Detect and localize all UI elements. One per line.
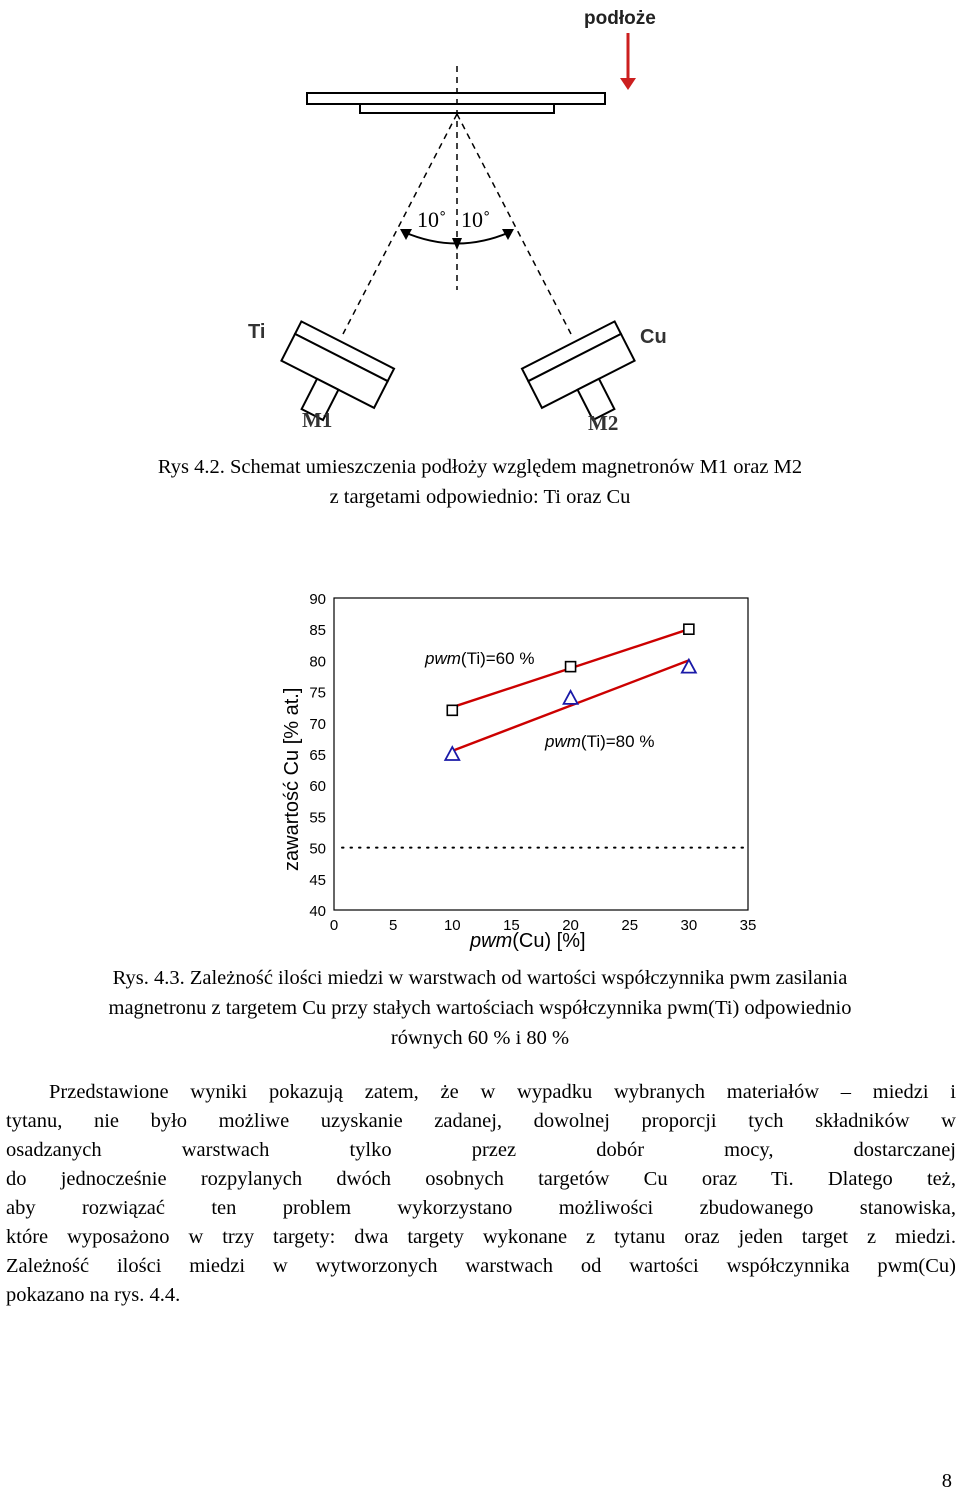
fig42-caption-line1: Rys 4.2. Schemat umieszczenia podłoży względem magnetronów M1 oraz M2 (157, 456, 803, 478)
y-tick-label: 40 (309, 903, 326, 920)
x-axis-label (469, 930, 586, 952)
square-marker (566, 662, 576, 672)
cu-magnetron (522, 321, 650, 438)
x-tick-label: 10 (443, 917, 461, 934)
x-tick-label: 30 (680, 917, 698, 934)
y-tick-label: 75 (309, 684, 326, 702)
y-tick-label: 65 (309, 747, 326, 764)
paragraph-line7: Zależność ilości miedzi w wytworzonych warstwach od wartości współczynnika pwm(Cu) (6, 1255, 956, 1277)
series-label-ti60-rest: (Ti)=60 % (460, 649, 535, 668)
magnetron-schematic (0, 0, 960, 445)
page-number: 8 (941, 1470, 952, 1492)
y-tick-label: 45 (309, 871, 326, 889)
fig42-caption-line2: z targetami odpowiednio: Ti oraz Cu (329, 486, 631, 508)
m2-label: M2 (588, 411, 619, 435)
x-tick-label: 0 (329, 917, 339, 934)
x-tick-label: 5 (388, 917, 398, 934)
fig43-caption-line3: równych 60 % i 80 % (390, 1027, 570, 1049)
plot-area (334, 598, 748, 910)
substrate-label: podłoże (584, 8, 656, 29)
y-tick-label: 85 (309, 622, 326, 640)
fig43-caption (0, 963, 960, 1053)
substrate-plate (307, 93, 605, 113)
paragraph-line8: pokazano na rys. 4.4. (6, 1284, 181, 1306)
square-marker (447, 705, 457, 715)
cu-content-chart (270, 575, 790, 965)
fig43-caption-line1: Rys. 4.3. Zależność ilości miedzi w warstwach od wartości współczynnika pwm zasilania (112, 967, 848, 989)
y-tick-label: 70 (309, 715, 326, 733)
y-tick-label: 50 (309, 840, 326, 858)
y-axis-ticks (309, 591, 326, 920)
m1-label: M1 (302, 408, 333, 432)
x-tick-label: 25 (621, 917, 639, 934)
square-marker (684, 624, 694, 634)
paragraph-line4: do jednocześnie rozpylanych dwóch osobnych targetów Cu oraz Ti. Dlatego też, (6, 1168, 956, 1190)
series-label-ti80 (544, 732, 654, 751)
series-label-ti60-italic: pwm (425, 649, 461, 668)
x-tick-label: 15 (503, 917, 520, 934)
fig43-caption-line2: magnetronu z targetem Cu przy stałych wartościach współczynnika pwm(Ti) odpowiednio (108, 997, 852, 1019)
series-label-ti60 (424, 649, 534, 668)
series-label-ti80-italic: pwm (545, 732, 581, 751)
series-label-ti80-rest: (Ti)=80 % (580, 732, 655, 751)
paragraph-line3: osadzanych warstwach tylko przez dobór mocy, dostarczanej (6, 1139, 956, 1161)
fig42-caption (0, 452, 960, 512)
x-axis-label-italic: pwm (470, 930, 513, 952)
paragraph-line1: Przedstawione wyniki pokazują zatem, że w wypadku wybranych materiałów – miedzi i (49, 1081, 956, 1103)
y-tick-label: 55 (309, 809, 326, 827)
y-axis-label: zawartość Cu [% at.] (281, 687, 303, 871)
y-tick-label: 80 (309, 653, 326, 671)
x-axis-label-rest: (Cu) [%] (512, 930, 586, 952)
cu-label: Cu (640, 326, 667, 348)
ti-label: Ti (248, 321, 266, 343)
angle-left-label: 10˚ (417, 207, 447, 232)
paragraph-line2: tytanu, nie było możliwe uzyskanie zadanej, dowolnej proporcji tych składników w (6, 1110, 956, 1132)
paragraph-line6: które wyposażono w trzy targety: dwa targety wykonane z tytanu oraz jeden target z miedzi. (6, 1226, 956, 1248)
x-tick-label: 35 (739, 917, 757, 934)
y-tick-label: 60 (309, 778, 326, 796)
paragraph-line5: aby rozwiązać ten problem wykorzystano możliwości zbudowanego stanowiska, (6, 1197, 956, 1219)
body-paragraph (6, 1078, 956, 1310)
y-tick-label: 90 (309, 591, 326, 608)
x-tick-label: 20 (562, 917, 579, 934)
substrate-arrow (620, 33, 636, 90)
angle-right-label: 10˚ (461, 207, 491, 232)
